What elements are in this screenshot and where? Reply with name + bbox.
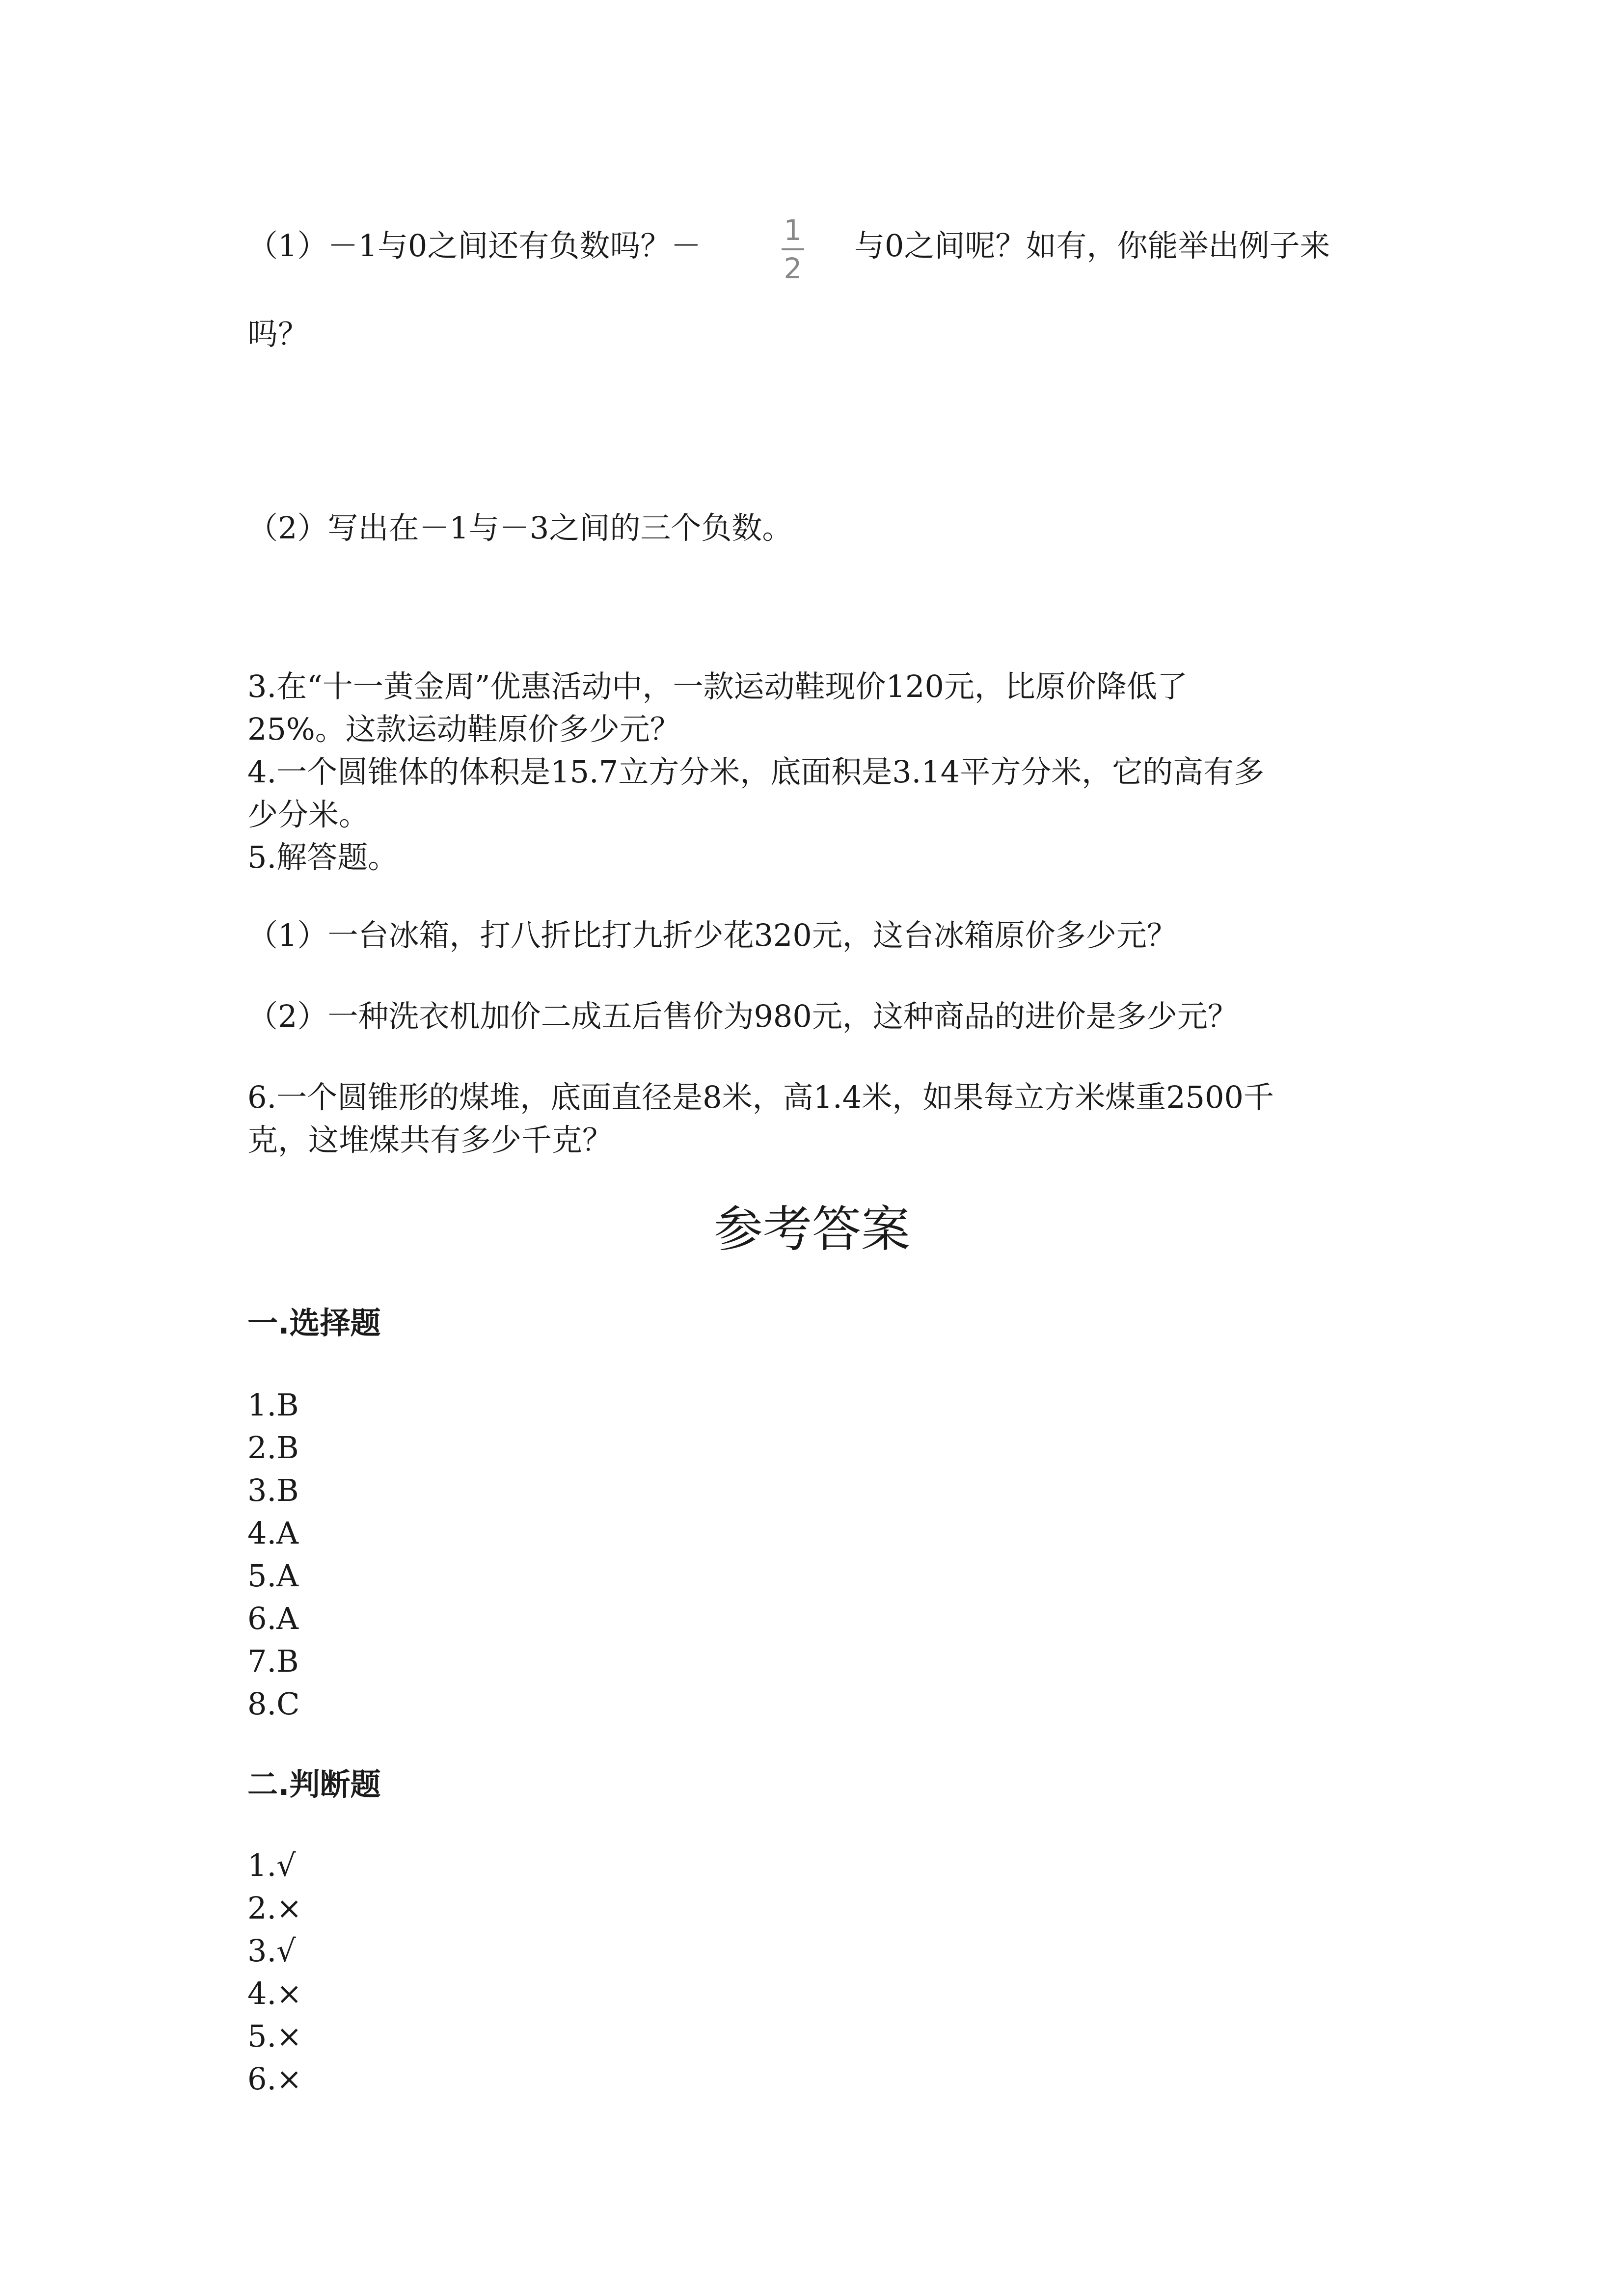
fraction-one-half	[781, 216, 805, 283]
choice-answer: 5.A	[247, 1558, 298, 1594]
q3-line-2: 25%。这款运动鞋原价多少元？	[247, 711, 680, 747]
choice-answer: 2.B	[247, 1430, 299, 1466]
q5-heading: 5.解答题。	[247, 839, 399, 875]
choice-answer: 6.A	[247, 1601, 298, 1636]
q2-part1-text-b: 与0之间呢？如有，你能举出例子来	[854, 228, 1330, 264]
judge-answer: 2.×	[247, 1890, 302, 1926]
q4-line-2: 少分米。	[247, 797, 370, 832]
choice-answer: 8.C	[247, 1686, 300, 1722]
choice-answer: 4.A	[247, 1515, 298, 1551]
judge-answer: 1.√	[247, 1847, 296, 1883]
fraction-bar	[782, 248, 804, 250]
fraction-numerator: 1	[784, 214, 802, 247]
fraction-denominator: 2	[784, 252, 802, 285]
q5-part2-text: （2）一种洗衣机加价二成五后售价为980元，这种商品的进价是多少元？	[247, 998, 1238, 1034]
judge-answer: 6.×	[247, 2061, 302, 2097]
judge-answer: 5.×	[247, 2018, 302, 2054]
q5-part1-text: （1）一台冰箱，打八折比打九折少花320元，这台冰箱原价多少元？	[247, 917, 1177, 953]
q2-part1-text-a: （1）－1与0之间还有负数吗？－	[247, 228, 702, 264]
judge-answer: 4.×	[247, 1976, 302, 2011]
q2-part1-text-c: 吗？	[247, 316, 309, 352]
q2-part2-text: （2）写出在－1与－3之间的三个负数。	[247, 510, 793, 546]
q3-line-1: 3.在“十一黄金周”优惠活动中，一款运动鞋现价120元，比原价降低了	[247, 668, 1188, 704]
section-choice-heading: 一.选择题	[247, 1305, 381, 1341]
choice-answer: 1.B	[247, 1387, 299, 1423]
section-judge-heading: 二.判断题	[247, 1766, 381, 1802]
choice-answer: 3.B	[247, 1472, 299, 1508]
answer-title: 参考答案	[714, 1201, 910, 1258]
choice-answer: 7.B	[247, 1643, 299, 1679]
q6-line-2: 克，这堆煤共有多少千克？	[247, 1122, 613, 1158]
q4-line-1: 4.一个圆锥体的体积是15.7立方分米，底面积是3.14平方分米，它的高有多	[247, 754, 1265, 790]
judge-answer: 3.√	[247, 1933, 296, 1969]
q6-line-1: 6.一个圆锥形的煤堆，底面直径是8米，高1.4米，如果每立方米煤重2500千	[247, 1079, 1274, 1115]
